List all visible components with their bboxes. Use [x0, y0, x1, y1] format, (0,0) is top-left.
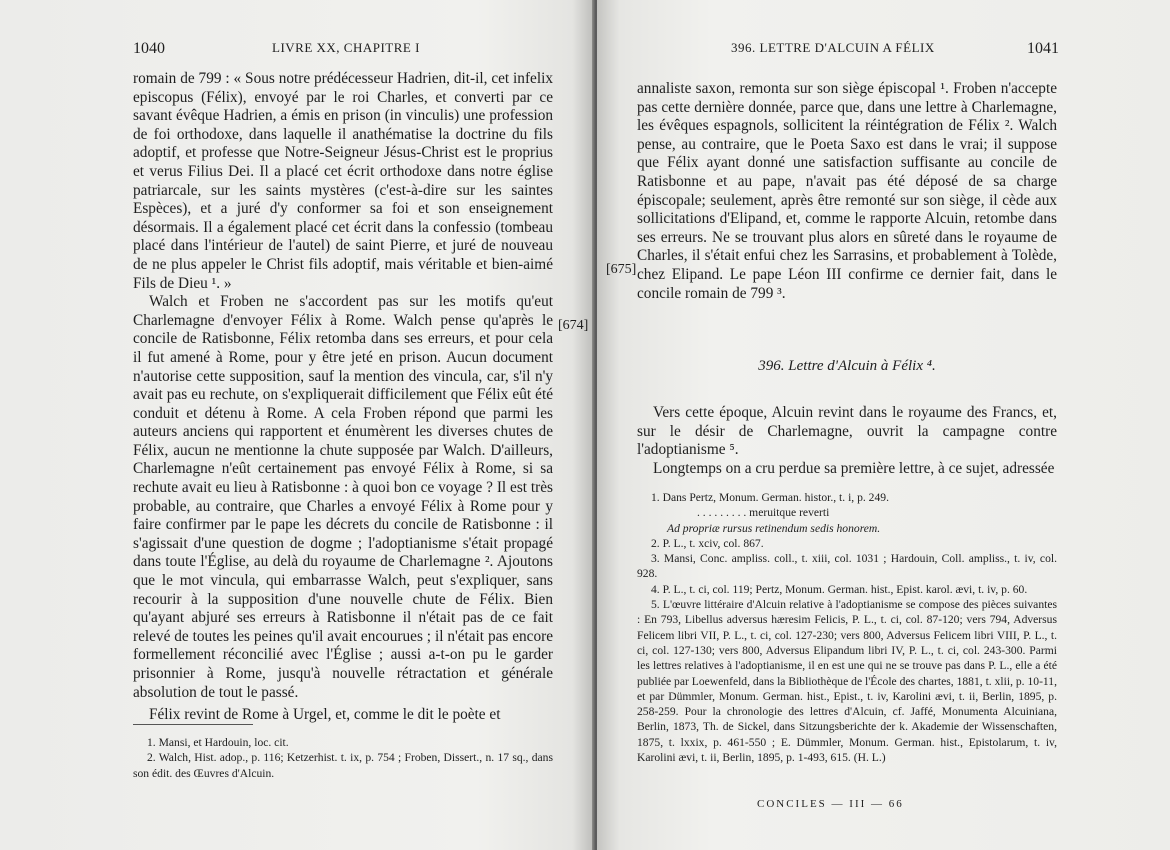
- right-body-text-bottom: [637, 404, 1057, 478]
- right-footnote-verse-1: . . . . . . . . . meruitque reverti: [697, 506, 830, 520]
- right-footer-signature: CONCILES — III — 66: [757, 798, 904, 810]
- right-footnote-1: 1. Dans Pertz, Monum. German. histor., t. i, p. 249.: [651, 491, 889, 504]
- left-paragraph-1: romain de 799 : « Sous notre prédécesseur Hadrien, dit-il, cet infelix episcopus (Félix), envoyé par le roi Charles, et converti par ce savant évêque Hadrien, a émis en prison (in vinculis) une profession de foi orthodoxe, dans laquelle il anathématise la doctrine du fils adoptif, et professe que Notre-Seigneur Jésus-Christ est le proprius et verus Filius Dei. Il a placé cet écrit orthodoxe dans notre église patriarcale, sur les saints mystères (c'est-à-dire sur les saintes Espèces), et a juré d'y conformer sa foi et son enseignement désormais. Il a également placé cet écrit dans la confessio (tombeau placé dans l'intérieur de l'autel) de saint Pierre, et juré de nouveau de ne plus appeler le Christ fils adoptif, mais véritable et bien-aimé Fils de Dieu ¹. »: [133, 70, 553, 292]
- right-footnote-5: 5. L'œuvre littéraire d'Alcuin relative à l'adoptianisme se compose des pièces suivantes : En 793, Libellus adversus hæresim Felicis, P. L., t. ci, col. 87-120; vers 794, Adversus Felicem libri VII, P. L., t. ci, col. 127-230; vers 800, Adversus Felicem libri VIII, P. L., t. ci, col. 127-130; vers 800, Adversus Elipandum libri IV, P. L., t. ci, col. 243-300. Parmi les lettres relatives à l'adoptianisme, il en est une qui ne se trouve pas dans P. L., elle a été publiée par Loewenfeld, dans la Bibliothèque de l'École des chartes, 1881, t. xlii, p. 10-11, et par Dümmler, Monum. German. hist., Epist., t. iv, Karolini ævi, t. ii, Berlin, 1895, p. 258-259. Pour la chronologie des lettres d'Alcuin, cf. Jaffé, Monumenta Alcuiniana, Berlin, 1873, Th. de Sickel, dans Sitzungsberichte der k. Akademie der Wissenschaften, 1875, t. lxxix, p. 461-550 ; E. Dümmler, Monum. German. hist., Epistolarum, t. iv, Karolini ævi, t. ii, Berlin, 1895, p. 1-493, 615. (H. L.): [637, 598, 1057, 765]
- right-footnotes: [637, 490, 1057, 765]
- left-body-text: [133, 70, 553, 725]
- left-page-number: 1040: [133, 40, 165, 57]
- right-paragraph-2: Vers cette époque, Alcuin revint dans le royaume des Francs, et, sur le désir de Charlemagne, ouvrit la campagne contre l'adoptianisme ⁵.: [637, 404, 1057, 459]
- section-title: 396. Lettre d'Alcuin à Félix ⁴.: [758, 358, 936, 374]
- right-paragraph-1: annaliste saxon, remonta sur son siège épiscopal ¹. Froben n'accepte pas cette dernière donnée, parce que, dans une lettre à Charlemagne, les évêques espagnols, sollicitent la réintégration de Félix ². Walch pense, au contraire, que le Poeta Saxo est dans le vrai; il suppose que Félix ayant donné une satisfaction suffisante au concile de Ratisbonne et au pape, n'avait pas été déposé de sa charge épiscopale; seulement, après être remonté sur son siège, il cède aux sollicitations d'Elipand, et, comme le rapporte Alcuin, retombe dans ses erreurs. Ne se trouvant plus alors en sûreté dans le royaume de Charles, il s'était enfui chez les Sarrasins, et probablement à Tolède, chez Elipand. Le pape Léon III confirme ce dernier fait, dans le concile romain de 799 ³.: [637, 80, 1057, 302]
- right-running-header: 396. LETTRE D'ALCUIN A FÉLIX: [731, 40, 935, 55]
- right-footnote-3: 3. Mansi, Conc. ampliss. coll., t. xiii, col. 1031 ; Hardouin, Coll. ampliss., t. iv, col. 928.: [637, 552, 1057, 581]
- right-body-text-top: [637, 80, 1057, 303]
- left-running-header: LIVRE XX, CHAPITRE I: [272, 40, 420, 55]
- left-footnotes: [133, 735, 553, 781]
- right-footnote-2: 2. P. L., t. xciv, col. 867.: [651, 536, 764, 550]
- right-paragraph-3: Longtemps on a cru perdue sa première lettre, à ce sujet, adressée: [653, 459, 1055, 477]
- margin-number-675: [675]: [606, 262, 637, 277]
- left-footnote-1: 1. Mansi, et Hardouin, loc. cit.: [147, 736, 289, 749]
- right-footnote-4: 4. P. L., t. ci, col. 119; Pertz, Monum. German. hist., Epist. karol. ævi, t. iv, p. 60.: [651, 582, 1028, 596]
- right-page-number: 1041: [1027, 40, 1059, 57]
- right-footnote-verse-2: Ad propriæ rursus retinendum sedis honorem.: [667, 521, 881, 535]
- left-paragraph-3: Félix revint de Rome à Urgel, et, comme le dit le poète et: [149, 706, 501, 724]
- left-footnote-rule: [133, 724, 253, 725]
- margin-number-674: [674]: [558, 318, 589, 333]
- left-paragraph-2: Walch et Froben ne s'accordent pas sur les motifs qu'eut Charlemagne d'envoyer Félix à Rome. Walch pense qu'après le concile de Ratisbonne, Félix retomba dans ses erreurs, et pour cela il fut amené à Rome, pour y être jeté en prison. Aucun document n'autorise cette supposition, sauf la mention des vincula, car, s'il n'y avait pas eu rechute, on s'expliquerait difficilement que Félix eût été conduit et détenu à Rome. A cela Froben répond que parmi les auteurs anciens qui rapportent et énumèrent les diverses chutes de Félix, aucun ne mentionne la chute supposée par Walch. D'ailleurs, Charlemagne n'eût certainement pas envoyé Félix à Rome, si sa rechute avait eu lieu à Ratisbonne : à quoi bon ce voyage ? Il est très probable, au contraire, que Charles a envoyé Félix à Rome pour y faire confirmer par le pape les décrets du concile de Ratisbonne : il s'agissait d'une question de dogme ; l'adoptianisme s'était propagé dans toute l'Église, au delà du royaume de Charlemagne ². Ajoutons que le mot vincula, qui embarrasse Walch, peut s'expliquer, sans recourir à la supposition d'une nouvelle chute de Félix. Bien qu'ayant abjuré ses erreurs à Ratisbonne il n'était pas de ce fait relevé de toutes les peines qu'il avait encourues ; il n'était pas encore formellement réconcilié avec l'Église ; aussi a-t-on pu le garder prisonnier à Rome, jusqu'à nouvelle rétractation et générale absolution de tout le passé.: [133, 293, 553, 701]
- right-page: [597, 0, 1170, 850]
- left-footnote-2: 2. Walch, Hist. adop., p. 116; Ketzerhist. t. ix, p. 754 ; Froben, Dissert., n. 17 sq., dans son édit. des Œuvres d'Alcuin.: [133, 751, 553, 780]
